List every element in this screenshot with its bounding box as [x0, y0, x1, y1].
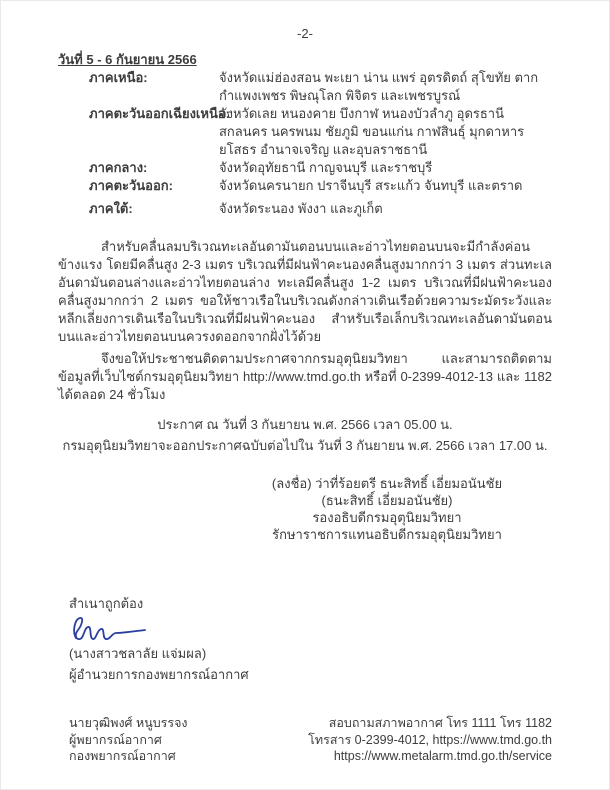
region-provinces: จังหวัดนครนายก ปราจีนบุรี สระแก้ว จันทบุรี และตราด — [219, 178, 523, 193]
certified-copy-block — [69, 595, 552, 684]
contact-fax-website-line: โทรสาร 0-2399-4012, https://www.tmd.go.th — [308, 732, 552, 747]
region-row-northeast — [89, 105, 552, 159]
region-label: ภาคตะวันออก: — [89, 178, 173, 193]
contact-metalarm-url: https://www.metalarm.tmd.go.th/service — [333, 749, 552, 763]
region-label: ภาคกลาง: — [89, 160, 148, 175]
forecaster-division: กองพยากรณ์อากาศ — [69, 749, 176, 763]
certifier-name: (นางสาวชลาลัย แจ่มผล) — [69, 646, 207, 661]
region-row-south — [89, 200, 552, 218]
region-label: ภาคใต้: — [89, 201, 133, 216]
follow-updates-paragraph: จึงขอให้ประชาชนติดตามประกาศจากกรมอุตุนิยมวิทยา และสามารถติดตามข้อมูลที่เว็บไซต์กรมอุตุนิยมวิทยา http://www.tmd.go.th หรือที่ 0-2399-4012-13 และ 1182 ได้ตลอด 24 ชั่วโมง — [58, 351, 552, 402]
page-number: -2- — [297, 26, 313, 41]
next-announcement-line: กรมอุตุนิยมวิทยาจะออกประกาศฉบับต่อไปใน วันที่ 3 กันยายน พ.ศ. 2566 เวลา 17.00 น. — [62, 438, 548, 453]
region-label: ภาคตะวันออกเฉียงเหนือ: — [89, 106, 230, 121]
region-row-central — [89, 159, 552, 177]
footer-contact-info — [308, 715, 552, 765]
handwritten-signature-icon — [69, 615, 552, 643]
forecaster-name: นายวุฒิพงศ์ หนูบรรจง — [69, 716, 188, 730]
footer-forecaster-info — [69, 715, 188, 765]
date-heading: วันที่ 5 - 6 กันยายน 2566 — [58, 52, 197, 67]
region-label: ภาคเหนือ: — [89, 70, 148, 85]
signatory-block — [222, 475, 552, 543]
affected-regions-list — [58, 69, 552, 218]
region-row-north — [89, 69, 552, 105]
region-provinces: จังหวัดระนอง พังงา และภูเก็ต — [219, 201, 383, 216]
region-row-east — [89, 177, 552, 195]
signatory-title-1: รองอธิบดีกรมอุตุนิยมวิทยา — [312, 510, 462, 525]
issued-at-line: ประกาศ ณ วันที่ 3 กันยายน พ.ศ. 2566 เวลา 05.00 น. — [157, 417, 453, 432]
certified-copy-label: สำเนาถูกต้อง — [69, 596, 144, 611]
signatory-signed-line: (ลงชื่อ) ว่าที่ร้อยตรี ธนะสิทธิ์ เอี่ยมอนันชัย — [271, 476, 503, 491]
region-provinces: จังหวัดเลย หนองคาย บึงกาฬ หนองบัวลำภู อุดรธานี สกลนคร นครพนม ชัยภูมิ ขอนแก่น กาฬสินธุ์ มุกดาหาร ยโสธร อำนาจเจริญ และอุบลราชธานี — [219, 106, 525, 157]
certifier-title: ผู้อำนวยการกองพยากรณ์อากาศ — [69, 667, 249, 682]
region-provinces: จังหวัดอุทัยธานี กาญจนบุรี และราชบุรี — [219, 160, 433, 175]
contact-phone-line: สอบถามสภาพอากาศ โทร 1111 โทร 1182 — [328, 716, 552, 730]
document-footer — [69, 715, 552, 765]
region-provinces: จังหวัดแม่ฮ่องสอน พะเยา น่าน แพร่ อุตรดิตถ์ สุโขทัย ตาก กำแพงเพชร พิษณุโลก พิจิตร และเพชรบูรณ์ — [219, 70, 539, 103]
forecaster-title: ผู้พยากรณ์อากาศ — [69, 732, 162, 747]
signatory-title-2: รักษาราชการแทนอธิบดีกรมอุตุนิยมวิทยา — [272, 527, 502, 542]
sea-conditions-paragraph: สำหรับคลื่นลมบริเวณทะเลอันดามันตอนบนและอ่าวไทยตอนบนจะมีกำลังค่อนข้างแรง โดยมีคลื่นสูง 2-3 เมตร บริเวณที่มีฝนฟ้าคะนองคลื่นสูงมากกว่า 3 เมตร ส่วนทะเลอันดามันตอนล่างและอ่าวไทยตอนล่าง ทะเลมีคลื่นสูง 1-2 เมตร บริเวณที่มีฝนฟ้าคะนองคลื่นสูงมากกว่า 2 เมตร ขอให้ชาวเรือในบริเวณดังกล่าวเดินเรือด้วยความระมัดระวังและหลีกเลี่ยงการเดินเรือในบริเวณที่มีฝนฟ้าคะนอง สำหรับเรือเล็กบริเวณทะเลอันดามันตอนบนและอ่าวไทยตอนบนควรงดออกจากฝั่งไว้ด้วย — [58, 239, 552, 344]
document-content — [1, 1, 609, 684]
signatory-name: (ธนะสิทธิ์ เอี่ยมอนันชัย) — [321, 493, 453, 508]
